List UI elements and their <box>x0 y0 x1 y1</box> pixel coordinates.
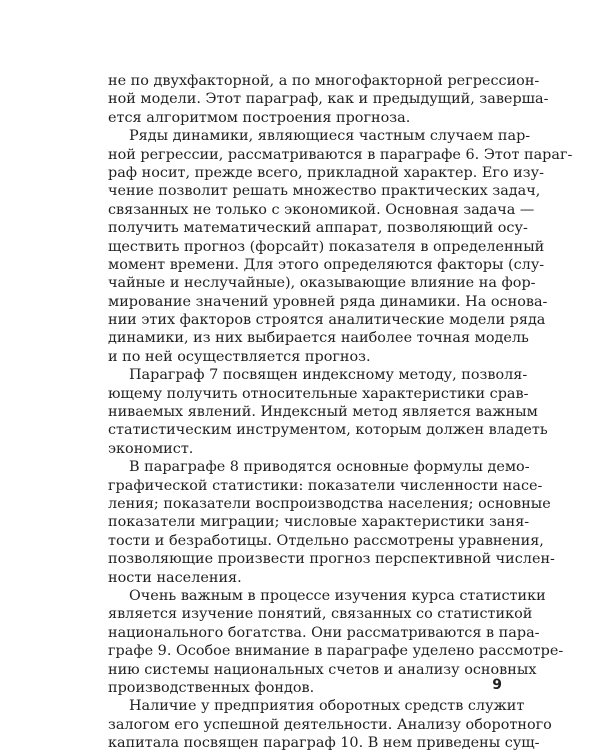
text-line: тости и безработицы. Отдельно рассмотрены уравнения, <box>108 532 544 549</box>
text-line: ется алгоритмом построения прогноза. <box>108 109 411 126</box>
page-number: 9 <box>492 677 502 693</box>
text-line: нию системы национальных счетов и анализу основных <box>108 661 537 678</box>
text-line: графической статистики: показатели численности насе- <box>108 477 543 494</box>
text-line: производственных фондов. <box>108 679 315 696</box>
text-line: показатели миграции; числовые характеристики заня- <box>108 514 530 531</box>
text-line: и по ней осуществляется прогноз. <box>108 348 371 365</box>
text-line: позволяющие произвести прогноз перспективной числен- <box>108 551 555 568</box>
text-line: графе 9. Особое внимание в параграфе уделено рассмотре- <box>108 643 564 660</box>
text-line: В параграфе 8 приводятся основные формулы демо- <box>129 459 530 476</box>
text-line: ной модели. Этот параграф, как и предыдущий, заверша- <box>108 91 549 108</box>
text-line: Очень важным в процессе изучения курса статистики <box>129 587 546 604</box>
text-line: капитала посвящен параграф 10. В нем приведены сущ- <box>108 735 540 752</box>
text-line: чайные и неслучайные), оказывающие влияние на фор- <box>108 275 536 292</box>
text-line: нии этих факторов строятся аналитические модели ряда <box>108 312 546 329</box>
text-line: ющему получить относительные характеристики срав- <box>108 385 529 402</box>
text-line: национального богатства. Они рассматриваются в пара- <box>108 624 540 641</box>
text-line: ниваемых явлений. Индексный метод является важным <box>108 404 538 421</box>
text-line: связанных не только с экономикой. Основная задача — <box>108 201 535 218</box>
text-line: ления; показатели воспроизводства населения; основные <box>108 495 551 512</box>
text-line: динамики, из них выбирается наиболее точная модель <box>108 330 529 347</box>
text-line: чение позволит решать множество практических задач, <box>108 183 541 200</box>
text-line: ной регрессии, рассматриваются в параграфе 6. Этот параг- <box>108 146 573 163</box>
body-text <box>108 72 573 752</box>
text-line: получить математический аппарат, позволяющий осу- <box>108 220 528 237</box>
text-line: ществить прогноз (форсайт) показателя в определенный <box>108 238 545 255</box>
text-line: экономист. <box>108 440 194 457</box>
text-line: не по двухфакторной, а по многофакторной регрессион- <box>108 73 540 89</box>
text-line: Ряды динамики, являющиеся частным случаем пар- <box>129 128 531 145</box>
text-line: является изучение понятий, связанных со статистикой <box>108 606 533 623</box>
text-line: ности населения. <box>108 569 242 586</box>
text-line: раф носит, прежде всего, прикладной характер. Его изу- <box>108 164 544 181</box>
text-line: момент времени. Для этого определяются факторы (слу- <box>108 256 545 273</box>
text-line: статистическим инструментом, которым должен владеть <box>108 422 548 439</box>
text-line: мирование значений уровней ряда динамики. На основа- <box>108 293 548 310</box>
text-line: Параграф 7 посвящен индексному методу, позволя- <box>129 367 528 384</box>
text-line: Наличие у предприятия оборотных средств служит <box>129 698 525 715</box>
text-line: залогом его успешной деятельности. Анализу оборотного <box>108 716 552 733</box>
